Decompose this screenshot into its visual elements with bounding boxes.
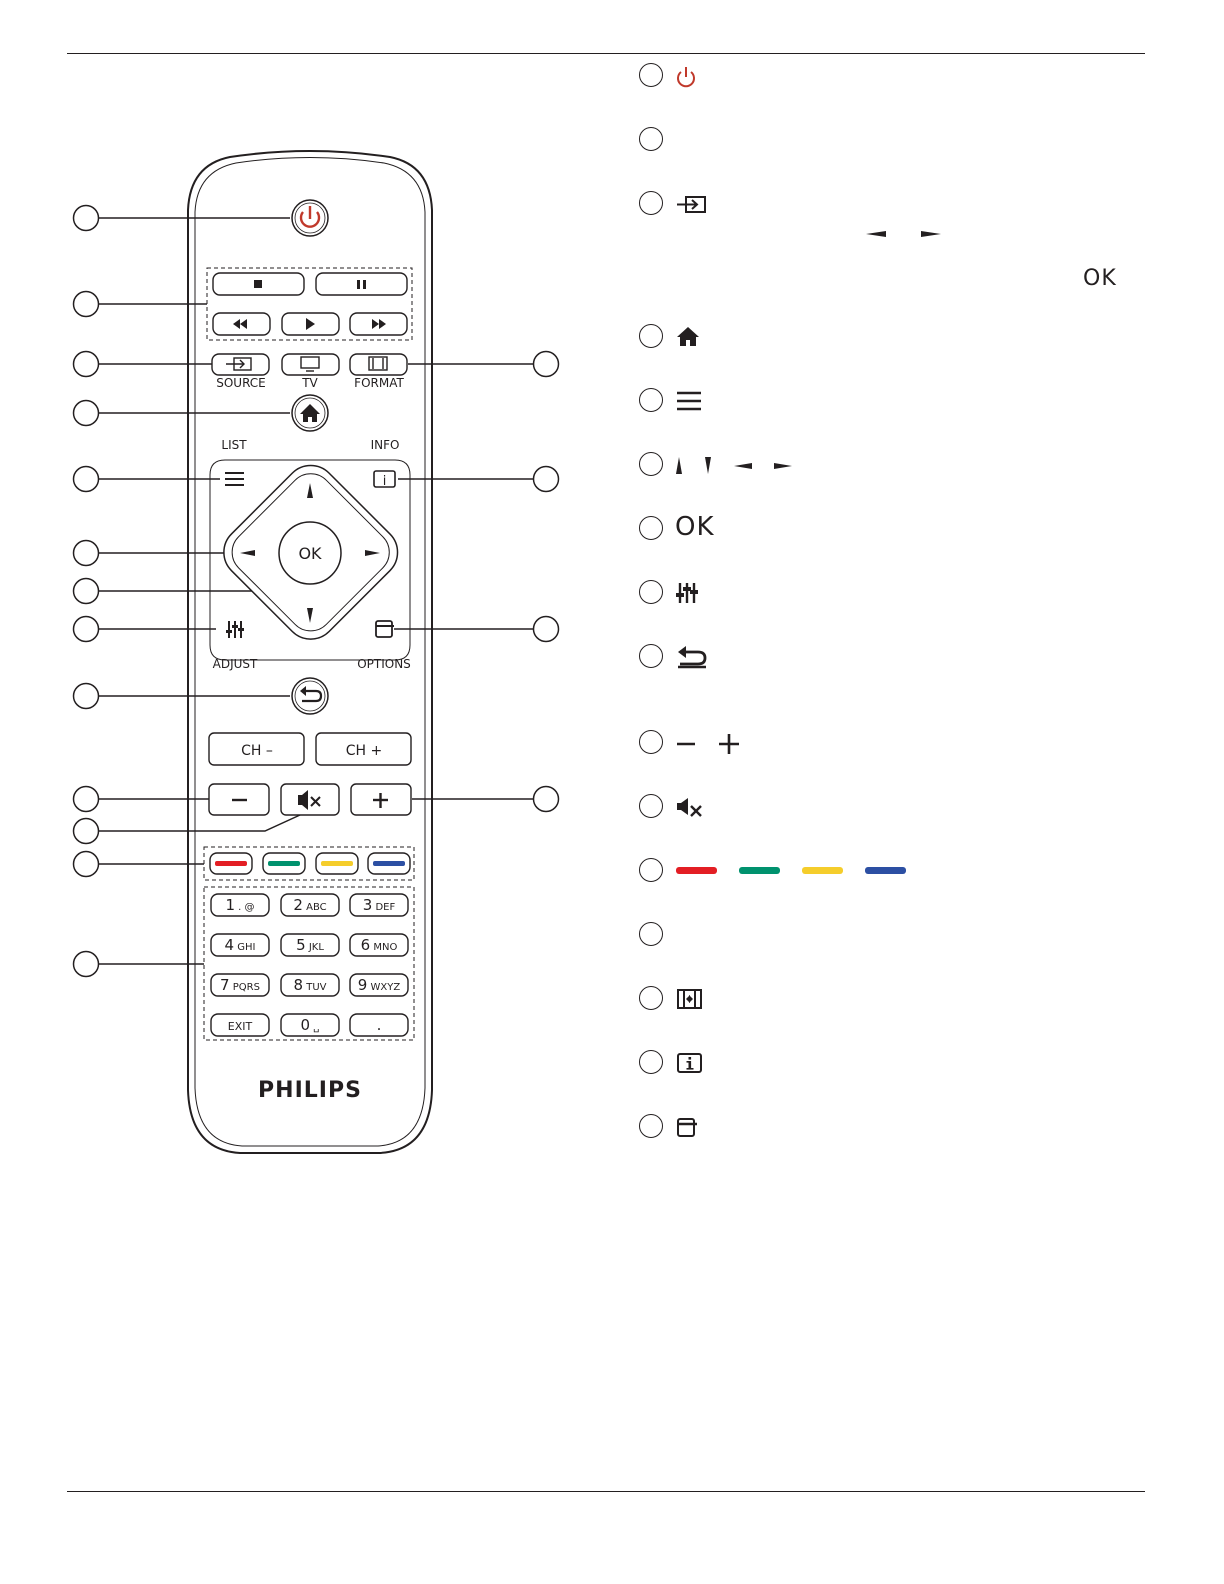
format-label: FORMAT bbox=[354, 376, 404, 390]
home-icon bbox=[676, 326, 700, 348]
source-label: SOURCE bbox=[216, 376, 266, 390]
legend-callout-5 bbox=[639, 388, 663, 412]
options-label: OPTIONS bbox=[357, 657, 411, 671]
remote-power-button bbox=[292, 200, 328, 236]
legend-callout-13 bbox=[639, 922, 663, 946]
legend-callout-8 bbox=[639, 580, 663, 604]
legend-ok-label: OK bbox=[675, 512, 715, 542]
legend-callout-11 bbox=[639, 794, 663, 818]
right-arrow-icon bbox=[921, 229, 943, 239]
number-key-label: 0 ␣ bbox=[300, 1016, 320, 1034]
navigation-arrows-icon bbox=[674, 456, 796, 476]
legend-callout-14 bbox=[639, 986, 663, 1010]
svg-text:i: i bbox=[382, 474, 387, 489]
list-icon bbox=[676, 390, 702, 412]
number-key-label: . bbox=[376, 1016, 382, 1034]
legend-callout-3 bbox=[639, 191, 663, 215]
volume-icon bbox=[676, 733, 742, 755]
ch-minus-label: CH – bbox=[241, 743, 273, 759]
source-ok-label: OK bbox=[1083, 266, 1117, 291]
number-key-label: 8 TUV bbox=[293, 976, 327, 994]
mute-icon bbox=[676, 797, 704, 819]
legend-callout-12 bbox=[639, 858, 663, 882]
left-arrow-icon bbox=[866, 229, 888, 239]
adjust-icon bbox=[676, 582, 698, 604]
legend-callout-2 bbox=[639, 127, 663, 151]
ch-plus-label: CH + bbox=[345, 743, 383, 759]
adjust-label: ADJUST bbox=[212, 657, 258, 671]
legend-callout-10 bbox=[639, 730, 663, 754]
power-icon bbox=[674, 64, 698, 88]
exit-key-label: EXIT bbox=[227, 1020, 253, 1033]
color-buttons-icon bbox=[676, 866, 908, 876]
number-key-label: 1 . @ bbox=[225, 896, 255, 914]
number-key-label: 4 GHI bbox=[224, 936, 256, 954]
legend-callout-7 bbox=[639, 516, 663, 540]
legend-callout-4 bbox=[639, 324, 663, 348]
ok-key-label: OK bbox=[298, 544, 322, 563]
number-key-label: 6 MNO bbox=[360, 936, 398, 954]
back-icon bbox=[676, 645, 708, 669]
legend-callout-6 bbox=[639, 452, 663, 476]
info-label: INFO bbox=[370, 438, 400, 452]
bottom-rule bbox=[67, 1491, 1145, 1492]
remote-body bbox=[188, 151, 432, 1153]
legend-callout-16 bbox=[639, 1114, 663, 1138]
info-icon bbox=[676, 1052, 704, 1074]
legend-callout-9 bbox=[639, 644, 663, 668]
number-key-label: 5 JKL bbox=[296, 936, 324, 954]
brand-logo: PHILIPS bbox=[258, 1078, 362, 1103]
source-icon bbox=[676, 194, 708, 216]
legend-callout-1 bbox=[639, 63, 663, 87]
format-icon bbox=[676, 988, 704, 1010]
number-key-label: 7 PQRS bbox=[220, 976, 260, 994]
options-icon bbox=[676, 1117, 698, 1139]
list-label: LIST bbox=[221, 438, 247, 452]
number-key-label: 9 WXYZ bbox=[357, 976, 401, 994]
number-key-label: 2 ABC bbox=[293, 896, 327, 914]
tv-label: TV bbox=[302, 376, 318, 390]
legend-callout-15 bbox=[639, 1050, 663, 1074]
number-key-label: 3 DEF bbox=[362, 896, 396, 914]
remote-control-illustration bbox=[0, 0, 620, 1200]
